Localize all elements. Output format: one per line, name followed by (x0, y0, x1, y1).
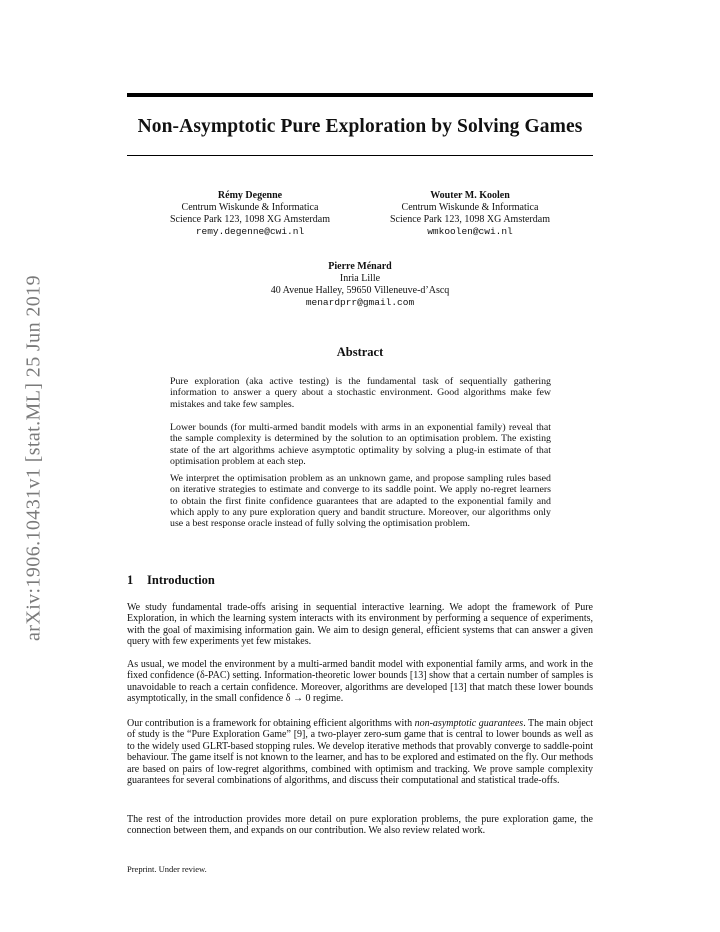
intro-paragraph-4: The rest of the introduction provides more detail on pure exploration problems, the pure exploration game, the connection between them, and expands on our contribution. We also review related work. (127, 814, 593, 837)
paper-title: Non-Asymptotic Pure Exploration by Solving Games (137, 116, 583, 137)
abstract-paragraph-3: We interpret the optimisation problem as an unknown game, and propose sampling rules based on iterative strategies to estimate and converge to its saddle point. We apply no-regret learners to obtain the first finite confidence guarantees that are adapted to the exponential family and which apply to any pure exploration query and bandit structure. Moreover, our algorithms only use a best response oracle instead of fully solving the optimisation problem. (170, 473, 551, 530)
abstract-paragraph-1: Pure exploration (aka active testing) is the fundamental task of sequentially gathering information to answer a query about a stochastic environment. Good algorithms make few mistakes and take few samples. (170, 376, 551, 410)
section-heading-introduction (127, 573, 215, 588)
abstract-heading: Abstract (336, 345, 384, 359)
author-affiliation: Centrum Wiskunde & Informatica (401, 202, 539, 213)
title-bottom-rule (127, 155, 593, 156)
author-name: Wouter M. Koolen (430, 190, 510, 201)
author-affiliation: Inria Lille (339, 273, 381, 284)
section-title: Introduction (147, 573, 215, 587)
author-email: remy.degenne@cwi.nl (195, 226, 305, 237)
intro-paragraph-3-emphasis: non-asymptotic guarantees (414, 718, 524, 729)
section-number: 1 (127, 573, 134, 587)
intro-paragraph-1: We study fundamental trade-offs arising in sequential interactive learning. We adopt the framework of Pure Exploration, in which the learning system interacts with its environment by performing a sequence of experiments, with the goal of maximising information gain. We aim to design general, efficient systems that can answer a given query with few experiments yet few mistakes. (127, 602, 593, 648)
preprint-footnote: Preprint. Under review. (127, 864, 207, 874)
title-top-rule (127, 93, 593, 97)
author-block-2 (370, 190, 570, 238)
author-affiliation: Centrum Wiskunde & Informatica (181, 202, 319, 213)
author-name: Pierre Ménard (328, 261, 392, 272)
intro-paragraph-3 (127, 718, 593, 786)
abstract-paragraph-2: Lower bounds (for multi-armed bandit models with arms in an exponential family) reveal that the sample complexity is determined by the solution to an optimisation problem. The existing state of the art algorithms achieve asymptotic optimality by solving a plug-in estimate of that optimisation problem at each step. (170, 422, 551, 467)
author-address: Science Park 123, 1098 XG Amsterdam (170, 214, 330, 225)
author-name: Rémy Degenne (217, 190, 283, 201)
author-email: wmkoolen@cwi.nl (427, 226, 513, 237)
author-email: menardprr@gmail.com (305, 297, 415, 308)
intro-paragraph-3-start: Our contribution is a framework for obtaining efficient algorithms with (127, 718, 415, 729)
author-block-1 (150, 190, 350, 238)
intro-paragraph-2: As usual, we model the environment by a multi-armed bandit model with exponential family arms, and work in the fixed confidence (δ-PAC) setting. Information-theoretic lower bounds [13] show that a certain number of samples is unavoidable to reach a certain confidence. Moreover, algorithms are developed [13] that match these lower bounds asymptotically, in the small confidence δ → 0 regime. (127, 659, 593, 705)
arxiv-identifier-stamp: arXiv:1906.10431v1 [stat.ML] 25 Jun 2019 (22, 275, 45, 641)
author-block-3 (220, 261, 500, 309)
author-address: 40 Avenue Halley, 59650 Villeneuve-d’Ascq (270, 285, 450, 296)
author-address: Science Park 123, 1098 XG Amsterdam (390, 214, 550, 225)
intro-paragraph-3-rest: . The main object of study is the “Pure Exploration Game” [9], a two-player zero-sum game that is central to lower bounds as well as to the widely used GLRT-based stopping rules. We develop iterative methods that provably converge to saddle-point behaviour. The game itself is not known to the learner, and has to be explored and estimated on the fly. Our methods are based on pairs of low-regret algorithms, combined with optimism and tracking. We prove sample complexity guarantees for several combinations of algorithms, and discuss their computational and statistical trade-offs. (127, 718, 594, 787)
